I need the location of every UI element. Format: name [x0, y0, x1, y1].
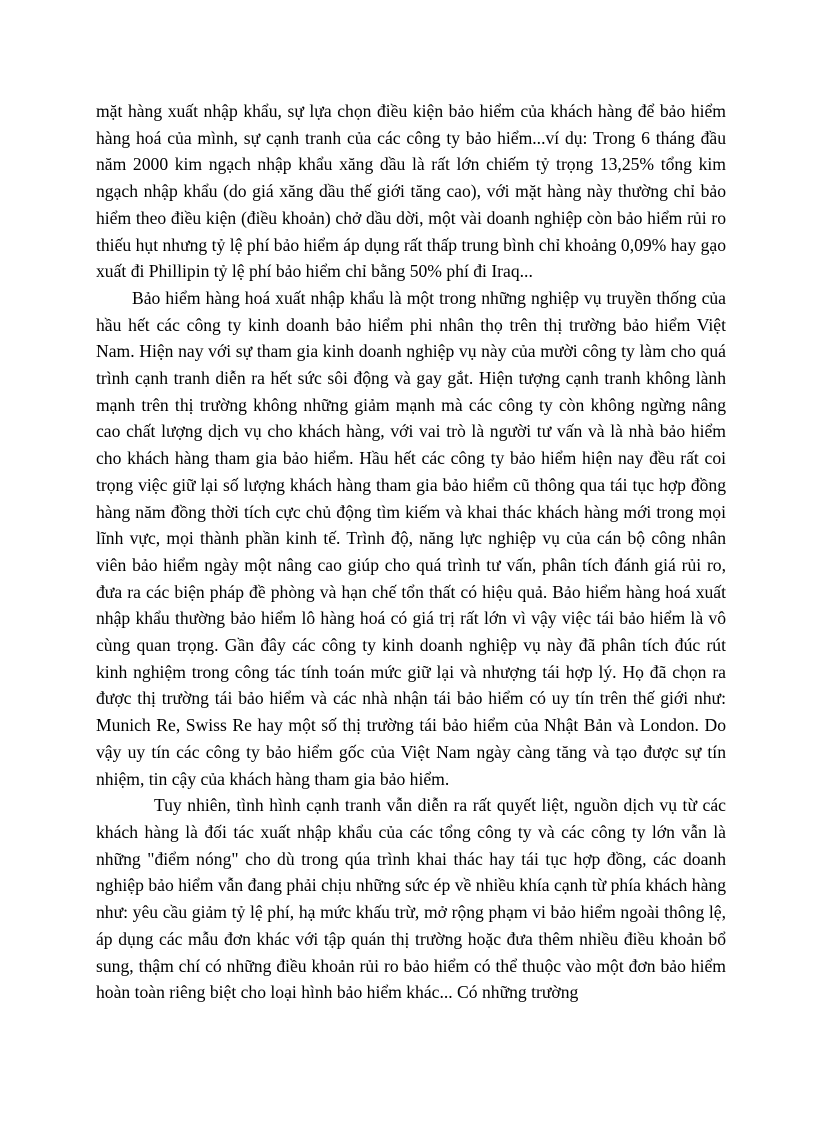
- paragraph-competition: Tuy nhiên, tình hình cạnh tranh vẫn diễn ra rất quyết liệt, nguồn dịch vụ từ các khách hàng là đối tác xuất nhập khẩu của các tổng công ty và các công ty lớn vẫn là những "điểm nóng" cho dù trong qúa trình khai thác hay tái tục hợp đồng, các doanh nghiệp bảo hiểm vẫn đang phải chịu những sức ép về nhiều khía cạnh từ phía khách hàng như: yêu cầu giảm tỷ lệ phí, hạ mức khấu trừ, mở rộng phạm vi bảo hiểm ngoài thông lệ, áp dụng các mẫu đơn khác với tập quán thị trường hoặc đưa thêm nhiều điều khoản bổ sung, thậm chí có những điều khoản rủi ro bảo hiểm có thể thuộc vào một đơn bảo hiểm hoàn toàn riêng biệt cho loại hình bảo hiểm khác... Có những trường: [96, 795, 726, 1003]
- paragraph-export-import-insurance: Bảo hiểm hàng hoá xuất nhập khẩu là một trong những nghiệp vụ truyền thống của hầu hết các công ty kinh doanh bảo hiểm phi nhân thọ trên thị trường bảo hiểm Việt Nam. Hiện nay với sự tham gia kinh doanh nghiệp vụ này của mười công ty làm cho quá trình cạnh tranh diễn ra hết sức sôi động và gay gắt. Hiện tượng cạnh tranh không lành mạnh trên thị trường không những giảm mạnh mà các công ty còn không ngừng nâng cao chất lượng dịch vụ cho khách hàng, với vai trò là người tư vấn và là nhà bảo hiểm cho khách hàng tham gia bảo hiểm. Hầu hết các công ty bảo hiểm hiện nay đều rất coi trọng việc giữ lại số lượng khách hàng tham gia bảo hiểm cũ thông qua tái tục hợp đồng hàng năm đồng thời tích cực chủ động tìm kiếm và khai thác khách hàng mới trong mọi lĩnh vực, mọi thành phần kinh tế. Trình độ, năng lực nghiệp vụ của cán bộ công nhân viên bảo hiểm ngày một nâng cao giúp cho quá trình tư vấn, phân tích đánh giá rủi ro, đưa ra các biện pháp đề phòng và hạn chế tổn thất có hiệu quả. Bảo hiểm hàng hoá xuất nhập khẩu thường bảo hiểm lô hàng hoá có giá trị rất lớn vì vậy việc tái bảo hiểm là vô cùng quan trọng. Gần đây các công ty kinh doanh nghiệp vụ này đã phân tích đúc rút kinh nghiệm trong công tác tính toán mức giữ lại và nhượng tái hợp lý. Họ đã chọn ra được thị trường tái bảo hiểm và các nhà nhận tái bảo hiểm có uy tín trên thế giới như: Munich Re, Swiss Re hay một số thị trường tái bảo hiểm của Nhật Bản và London. Do vậy uy tín các công ty bảo hiểm gốc của Việt Nam ngày càng tăng và tạo được sự tín nhiệm, tin cậy của khách hàng tham gia bảo hiểm.: [96, 287, 726, 789]
- body-text: [96, 98, 726, 1006]
- paragraph-continuation: mặt hàng xuất nhập khẩu, sự lựa chọn điều kiện bảo hiểm của khách hàng để bảo hiểm hàng hoá của mình, sự cạnh tranh của các công ty bảo hiểm...ví dụ: Trong 6 tháng đầu năm 2000 kim ngạch nhập khẩu xăng dầu là rất lớn chiếm tỷ trọng 13,25% tổng kim ngạch nhập khẩu (do giá xăng dầu thế giới tăng cao), với mặt hàng này thường chỉ bảo hiểm theo điều kiện (điều khoản) chở dầu dời, một vài doanh nghiệp còn bảo hiểm rủi ro thiếu hụt nhưng tỷ lệ phí bảo hiểm áp dụng rất thấp trung bình chỉ khoảng 0,09% hay gạo xuất đi Phillipin tỷ lệ phí bảo hiểm chỉ bằng 50% phí đi Iraq...: [96, 101, 726, 282]
